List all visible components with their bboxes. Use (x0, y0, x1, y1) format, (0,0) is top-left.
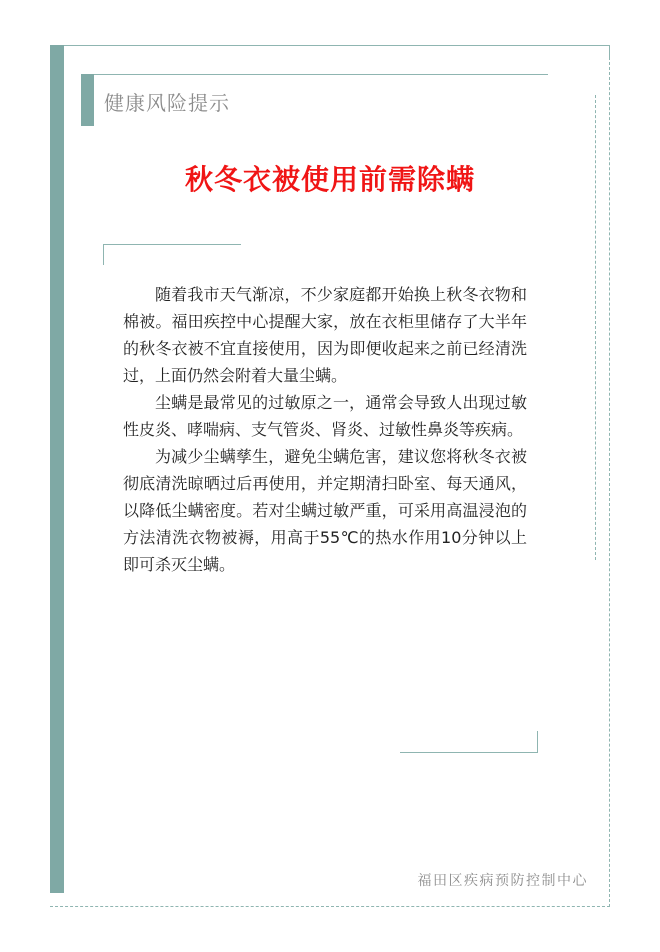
header-rule (94, 74, 548, 75)
footer-organization: 福田区疾病预防控制中心 (417, 873, 588, 889)
corner-bracket-bottom-right-vertical (537, 731, 538, 752)
frame-bottom-border-dashed (50, 906, 610, 907)
article-paragraph-2: 尘螨是最常见的过敏原之一，通常会导致人出现过敏性皮炎、哮喘病、支气管炎、肾炎、过敏性鼻炎等疾病。 (123, 393, 527, 439)
header-accent-block (81, 74, 94, 126)
corner-bracket-top-left-vertical (103, 244, 104, 265)
article-paragraph-3: 为减少尘螨孳生，避免尘螨危害，建议您将秋冬衣被彻底清洗晾晒过后再使用，并定期清扫卧室、每天通风，以降低尘螨密度。若对尘螨过敏严重，可采用高温浸泡的方法清洗衣物被褥，用高于55℃的热水作用10分钟以上即可杀灭尘螨。 (123, 447, 527, 574)
page-title: 秋冬衣被使用前需除螨 (184, 163, 475, 196)
article-body (123, 281, 527, 578)
corner-bracket-bottom-right-horizontal (400, 752, 538, 753)
section-label: 健康风险提示 (104, 91, 230, 115)
frame-right-border-solid (609, 45, 610, 57)
corner-bracket-top-left-horizontal (103, 244, 241, 245)
article-paragraph-1: 随着我市天气渐凉，不少家庭都开始换上秋冬衣物和棉被。福田疾控中心提醒大家，放在衣柜里储存了大半年的秋冬衣被不宜直接使用，因为即便收起来之前已经清洗过，上面仍然会附着大量尘螨。 (123, 285, 527, 385)
frame-top-border (50, 45, 610, 46)
